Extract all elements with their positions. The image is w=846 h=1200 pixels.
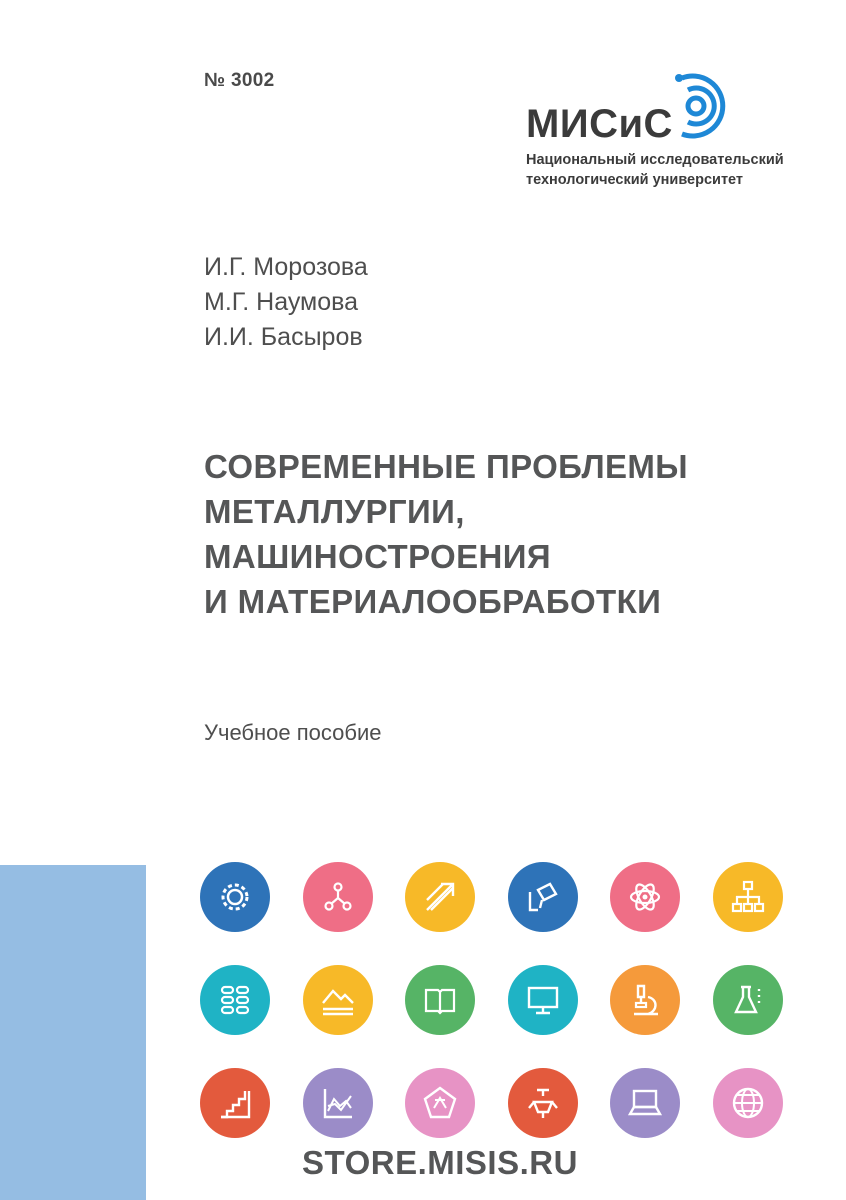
author: М.Г. Наумова	[204, 288, 359, 316]
title-line: СОВРЕМЕННЫЕ ПРОБЛЕМЫ	[204, 448, 689, 485]
logo-subtitle-line: Национальный исследовательский	[526, 152, 784, 168]
decorative-blue-bar	[0, 865, 146, 1200]
stairs-icon	[200, 1068, 270, 1138]
gear-icon	[200, 862, 270, 932]
title-line: МАШИНОСТРОЕНИЯ	[204, 538, 551, 575]
globe-icon	[713, 1068, 783, 1138]
logo-mark-icon	[674, 64, 734, 144]
book-subtitle: Учебное пособие	[204, 720, 382, 745]
store-url: STORE.MISIS.RU	[302, 1144, 578, 1181]
line-chart-icon	[303, 1068, 373, 1138]
drone-icon	[508, 1068, 578, 1138]
book-icon	[405, 965, 475, 1035]
pouring-ladle-icon	[508, 862, 578, 932]
icon-grid	[200, 862, 780, 1142]
grid-dots-icon	[200, 965, 270, 1035]
laptop-icon	[610, 1068, 680, 1138]
authors	[204, 250, 368, 355]
molecule-icon	[303, 862, 373, 932]
microscope-icon	[610, 965, 680, 1035]
author: И.И. Басыров	[204, 323, 363, 351]
book-title	[204, 444, 688, 624]
arrows-diagonal-icon	[405, 862, 475, 932]
logo-name: МИСиС	[526, 102, 673, 146]
hierarchy-icon	[713, 862, 783, 932]
logo-subtitle	[526, 150, 784, 190]
logo-subtitle-line: технологический университет	[526, 172, 744, 188]
atom-icon	[610, 862, 680, 932]
flask-icon	[713, 965, 783, 1035]
mountains-icon	[303, 965, 373, 1035]
author: И.Г. Морозова	[204, 253, 368, 281]
misis-logo	[526, 64, 796, 194]
monitor-icon	[508, 965, 578, 1035]
pentagon-icon	[405, 1068, 475, 1138]
edition-number: № 3002	[204, 70, 275, 91]
title-line: И МАТЕРИАЛООБРАБОТКИ	[204, 583, 662, 620]
title-line: МЕТАЛЛУРГИИ,	[204, 493, 465, 530]
